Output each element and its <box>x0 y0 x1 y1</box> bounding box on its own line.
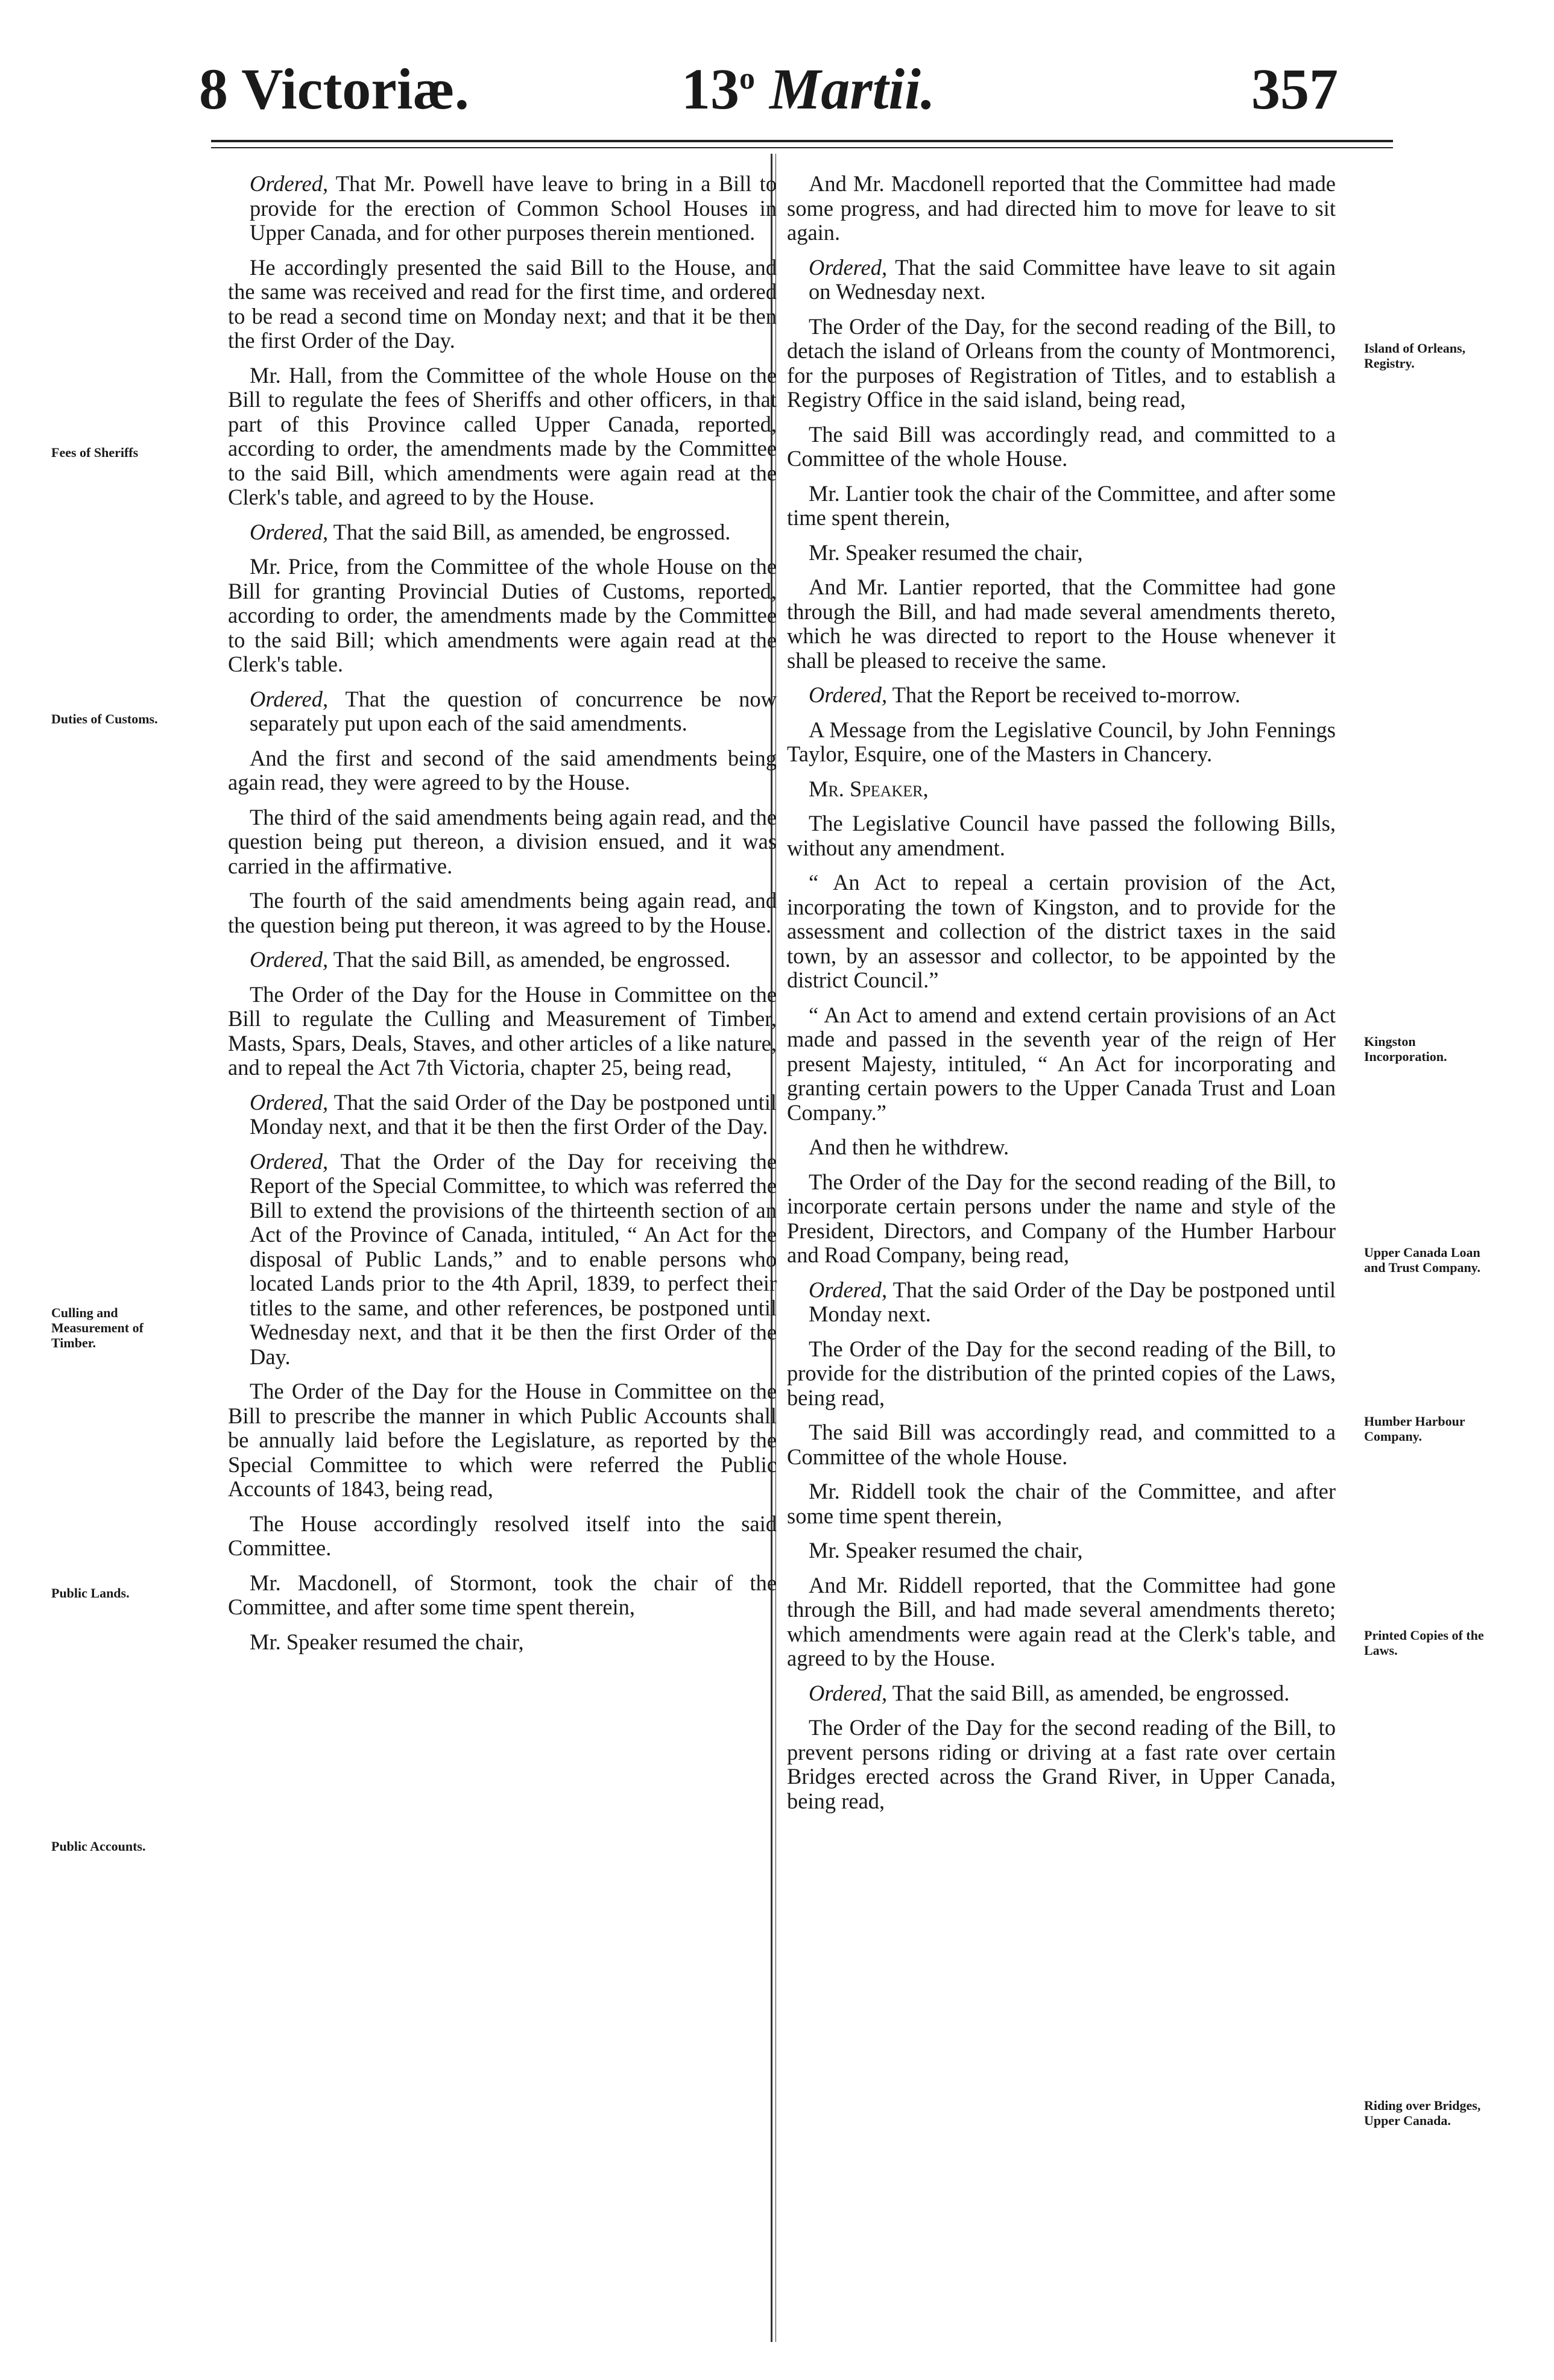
entry-paragraph: Mr. Speaker, <box>809 776 929 801</box>
entry-paragraph: The Order of the Day for the House in Committee on the Bill to prescribe the manner in which Public Accounts shall be annually laid before the Legislature, as reported by the Special Committee to which were referred the Public Accounts of 1843, being read, <box>228 1379 777 1501</box>
ordered-lead: Ordered, <box>809 254 888 280</box>
left-column <box>228 172 777 1664</box>
margin-note: Riding over Bridges, Upper Canada. <box>1364 2098 1481 2128</box>
entry-paragraph: The said Bill was accordingly read, and committed to a Committee of the whole House. <box>787 421 1336 471</box>
margin-note: Duties of Customs. <box>51 711 158 726</box>
ordered-lead: Ordered, <box>809 1277 888 1302</box>
entry-paragraph: The House accordingly resolved itself into the said Committee. <box>228 1511 777 1560</box>
margin-note: Printed Copies of the Laws. <box>1364 1628 1484 1658</box>
entry-paragraph: Mr. Price, from the Committee of the whole House on the Bill for granting Provincial Duties of Customs, reported, according to order, the amendments made by the Committee to the said Bill; which amendments were again read at the Clerk's table. <box>228 554 777 676</box>
entry-ordered <box>228 948 777 972</box>
entry-text: That the said Order of the Day be postponed until Monday next. <box>809 1277 1336 1326</box>
entry-paragraph: The third of the said amendments being again read, and the question being put thereon, a division ensued, and it was carried in the affirmative. <box>228 804 777 878</box>
margin-note: Culling and Measurement of Timber. <box>51 1305 144 1350</box>
entry-text: That the said Committee have leave to sit again on Wednesday next. <box>809 254 1336 304</box>
date-month: Martii. <box>769 57 935 121</box>
ordered-lead: Ordered, <box>809 682 888 707</box>
entry-ordered <box>787 256 1336 304</box>
entry-text: That the question of concurrence be now separately put upon each of the said amendments. <box>250 686 777 735</box>
entry-paragraph: He accordingly presented the said Bill to the House, and the same was received and read for the first time, and ordered to be read a second time on Monday next; and that it be then the first Order of the Day. <box>228 254 777 353</box>
page-number: 357 <box>1251 57 1338 121</box>
margin-note: Public Lands. <box>51 1585 130 1601</box>
ordered-lead: Ordered, <box>250 1089 329 1115</box>
header-rule <box>211 140 1393 142</box>
date-superscript: o <box>739 61 755 96</box>
entry-paragraph: And Mr. Lantier reported, that the Committee had gone through the Bill, and had made several amendments thereto, which he was directed to report to the House whenever it shall be pleased to receive the same. <box>787 575 1336 673</box>
entry-text: That Mr. Powell have leave to bring in a Bill to provide for the erection of Common School Houses in Upper Canada, and for other purposes therein mentioned. <box>250 171 777 245</box>
entry-ordered <box>787 1681 1336 1706</box>
entry-ordered <box>787 1278 1336 1327</box>
date-day: 13 <box>681 57 739 121</box>
ordered-lead: Ordered, <box>250 1148 329 1174</box>
entry-paragraph: Mr. Riddell took the chair of the Committee, and after some time spent therein, <box>787 1479 1336 1528</box>
margin-note: Kingston Incorporation. <box>1364 1034 1447 1064</box>
margin-note: Island of Orleans, Registry. <box>1364 341 1466 371</box>
header-rule-thin <box>211 147 1393 148</box>
entry-ordered <box>228 1091 777 1139</box>
entry-paragraph: And Mr. Riddell reported, that the Committee had gone through the Bill, and had made several amendments thereto; which amendments were again read at the Clerk's table, and agreed to by the House. <box>787 1572 1336 1670</box>
entry-paragraph: The Order of the Day for the second reading of the Bill, to prevent persons riding or driving at a fast rate over certain Bridges erected across the Grand River, in Upper Canada, being read, <box>787 1715 1336 1813</box>
entry-paragraph: Mr. Hall, from the Committee of the whole House on the Bill to regulate the fees of Sheriffs and other officers, in that part of this Province called Upper Canada, reported, according to order, the amendments made by the Committee to the said Bill, which amendments were again read at the Clerk's table, and agreed to by the House. <box>228 362 777 509</box>
ordered-lead: Ordered, <box>250 171 329 196</box>
entry-ordered <box>787 683 1336 708</box>
ordered-lead: Ordered, <box>250 947 329 972</box>
entry-ordered <box>228 172 777 245</box>
entry-text: That the Order of the Day for receiving the Report of the Special Committee, to which was referred the Bill to extend the provisions of the thirteenth section of an Act of the Province of Canada, intituled, “ An Act for the disposal of Public Lands,” and to enable persons who located Lands prior to the 4th April, 1839, to perfect their titles to the same, and other references, be postponed until Wednesday next, and that it be then the first Order of the Day. <box>250 1148 777 1369</box>
entry-ordered <box>228 687 777 736</box>
entry-text: That the said Bill, as amended, be engrossed. <box>333 947 731 972</box>
entry-paragraph: The said Bill was accordingly read, and committed to a Committee of the whole House. <box>787 1420 1336 1469</box>
entry-paragraph: The fourth of the said amendments being again read, and the question being put thereon, it was agreed to by the House. <box>228 888 777 937</box>
ordered-lead: Ordered, <box>809 1680 888 1705</box>
entry-paragraph: And Mr. Macdonell reported that the Committee had made some progress, and had directed him to move for leave to sit again. <box>787 171 1336 245</box>
entry-paragraph: Mr. Lantier took the chair of the Committee, and after some time spent therein, <box>787 480 1336 530</box>
entry-text: That the said Bill, as amended, be engrossed. <box>892 1680 1290 1705</box>
ordered-lead: Ordered, <box>250 686 329 711</box>
margin-note: Upper Canada Loan and Trust Company. <box>1364 1245 1480 1275</box>
entry-ordered <box>228 1150 777 1370</box>
entry-paragraph: And the first and second of the said amendments being again read, they were agreed to by the House. <box>228 745 777 795</box>
date-heading <box>681 57 935 121</box>
entry-paragraph: The Order of the Day for the second reading of the Bill, to provide for the distribution of the printed copies of the Laws, being read, <box>787 1336 1336 1410</box>
entry-text: That the said Bill, as amended, be engrossed. <box>333 519 731 544</box>
ordered-lead: Ordered, <box>250 519 329 544</box>
entry-paragraph: Mr. Speaker resumed the chair, <box>809 540 1083 565</box>
entry-paragraph: The Order of the Day, for the second reading of the Bill, to detach the island of Orleans from the county of Montmorenci, for the purposes of Registration of Titles, and to establish a Registry Office in the said island, being read, <box>787 313 1336 412</box>
margin-note: Fees of Sheriffs <box>51 445 139 460</box>
margin-note: Humber Harbour Company. <box>1364 1414 1465 1444</box>
entry-ordered <box>228 520 777 545</box>
entry-text: That the said Order of the Day be postponed until Monday next, and that it be then the first Order of the Day. <box>250 1089 777 1139</box>
entry-paragraph: A Message from the Legislative Council, by John Fennings Taylor, Esquire, one of the Masters in Chancery. <box>787 717 1336 766</box>
entry-paragraph: And then he withdrew. <box>809 1135 1009 1159</box>
entry-paragraph: Mr. Macdonell, of Stormont, took the chair of the Committee, and after some time spent therein, <box>228 1570 777 1619</box>
page-header <box>0 0 1554 145</box>
entry-text: That the Report be received to-morrow. <box>892 682 1240 707</box>
entry-paragraph: Mr. Speaker resumed the chair, <box>250 1629 524 1654</box>
entry-paragraph: “ An Act to repeal a certain provision of the Act, incorporating the town of Kingston, and to provide for the assessment and collection of the district taxes in the said town, by an assessor and collector, to be appointed by the district Council.” <box>787 870 1336 992</box>
right-column <box>787 172 1336 1824</box>
entry-paragraph: The Order of the Day for the House in Committee on the Bill to regulate the Culling and Measurement of Timber, Masts, Spars, Deals, Staves, and other articles of a like nature, and to repeal the Act 7th Victoria, chapter 25, being read, <box>228 981 777 1080</box>
entry-paragraph: “ An Act to amend and extend certain provisions of an Act made and passed in the seventh year of the reign of Her present Majesty, intituled, “ An Act for incorporating and granting certain powers to the Upper Canada Trust and Loan Company.” <box>787 1002 1336 1125</box>
entry-paragraph: The Order of the Day for the second reading of the Bill, to incorporate certain persons under the name and style of the President, Directors, and Company of the Humber Harbour and Road Company, being read, <box>787 1169 1336 1267</box>
regnal-year: 8 Victoriæ. <box>199 57 469 121</box>
entry-paragraph: Mr. Speaker resumed the chair, <box>809 1538 1083 1563</box>
margin-note: Public Accounts. <box>51 1839 146 1854</box>
entry-paragraph: The Legislative Council have passed the following Bills, without any amendment. <box>787 811 1336 860</box>
